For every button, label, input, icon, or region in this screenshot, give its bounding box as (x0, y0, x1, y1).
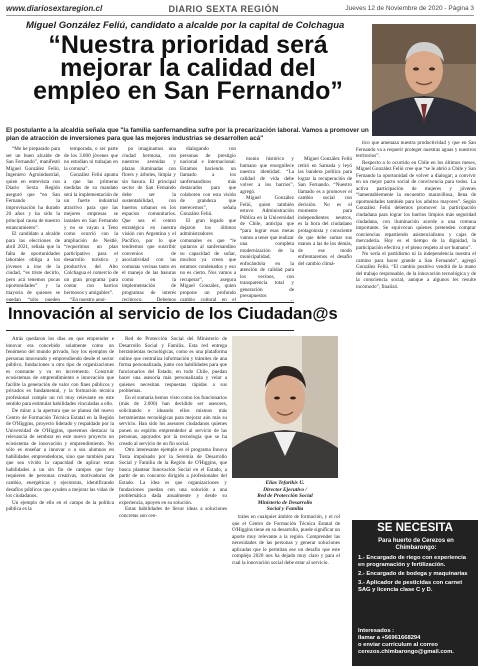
paragraph: En el sumaria hemos visto como los funcionarios (más de 2.000) han decidido ser asesores, solicitando e ideando ellos mismos más herramientas tecnológicas para mejorar aún más su servicio. Han sido los asesores ciudadanos quienes ponen su espíritu emprendedor al servicio de las personas, apoyados por la tecnología que se ha creado al servicio de un fin social. (119, 394, 227, 447)
story1-column-4 (180, 146, 236, 301)
paragraph: Estas habilidades de llevar ideas a soluciones concretas son cen- (119, 506, 227, 519)
author-role: Director Ejecutivo / (263, 486, 307, 493)
ad-job-item: 2.- Encargado de bodega y maquinarias (358, 571, 468, 577)
author-org-line-2: Ministerio de Desarrollo (257, 499, 313, 506)
headline-line-1: “Nuestra prioridad será (48, 31, 328, 59)
paragraph: No sería el partidismo ni la independencia nuestra el camino para hacer grande a San Fernando”, agregó González Feliú. “El cambio positivo vendrá de la mano del trabajo responsable, de la innovación tecnológica y de la consciencia social, aunque a algunos les resulte incómodo”, finalizó. (356, 251, 476, 291)
site-url: www.diariosextaregion.cl (6, 4, 103, 13)
story2-column-3 (232, 514, 340, 666)
headline-line-3: empleo en San Fernando” (33, 77, 343, 105)
story2-column-1 (6, 336, 114, 666)
paragraph: tico que amenaza nuestra productividad y que en San Fernando va a requerir proteger nuestras aguas y nuestros territorios”. (356, 140, 476, 160)
headline-line-2: mejorar la calidad del (60, 54, 316, 82)
ad-subtitle: Para huerto de Cerezos en Chimbarongo: (378, 538, 454, 551)
paragraph: “En nuestro aquí- (70, 296, 107, 301)
ad-email: cerezos.chimbarongo@gmail.com. (358, 649, 454, 655)
ad-job-item: 1.- Encargado de riego con experiencia en programación y fertilización. (358, 555, 466, 568)
divider (6, 302, 294, 303)
divider (6, 330, 294, 331)
story1-column-1 (6, 146, 60, 301)
paragraph: El candidato a alcalde para las elecciones de abril 2021, señala que la falta de oportunidades laborales obliga a los jóvenes a irse de la ciudad, “es triste decirlo, pero acá tenemos pocas oportunidades” y la mayoría de quienes se quedan “sólo pueden (6, 231, 60, 301)
story1-deck: El postulante a la alcaldía señala que "la familia sanfernandina sufre por la precarización laboral. Vamos a promover un plan de atracción de inversiones para que las mejores industrias se desarrollen acá" (6, 127, 369, 143)
candidate-photo (372, 24, 476, 136)
paragraph: monio histórico y humano que enorgullece nuestra identidad. “La calidad de vida debe volver a los barrios”, agregó. (240, 156, 294, 195)
ad-contact (358, 628, 474, 656)
author-name: Elías Tefarikis U. (265, 480, 305, 486)
paragraph: Atrás quedaron los días en que emprender e innovar era concebido solamente como un fenómeno del mundo privado, hoy los ejemplos de personas innovando y emprendiendo desde el sector público, fundaciones u otro tipo de organizaciones es constante y va en incremento. Construir ecosistemas de emprendimiento e innovación que facilite la generación de valor con fines públicos y privados es fundamental, y la formación técnica profesional cumple un rol muy relevante en este sentido para estimular habilidades vinculadas a ello. (6, 336, 114, 408)
story1-column-3 (122, 146, 176, 301)
story1-kicker: Miguel González Feliú, candidato a alcalde por la capital de Colchagua (26, 20, 345, 31)
paragraph: González Feliú apunta a que las primeras medidas de su mandato será la implementación de un fuerte industrial atractivo para que las mejores empresas se instalen en San Fernando y no se vayan a Teno como ocurrió con la ampliación de Nestlé, “requerimos un plan participativo para el desarrollo turístico y productivo del Alto Colchagua el comercio de un gran programa para contar con barrios hermosos y amigables”. (64, 172, 118, 297)
ad-title: SE NECESITA (377, 522, 453, 534)
author-org-line-3: Social y Familia (266, 506, 304, 513)
author-org-line-1: Red de Protección Social (257, 493, 313, 500)
classified-ad (352, 520, 478, 666)
paragraph: El gran legado que dejaron los últimos administradores comunales es que “le quitaron al sanfernandino su capacidad de soñar, muchos ya creen que estamos condenados y eso no es cierto. Nos vamos a recuperar”, asegura Miguel González, quien propone un profundo cambio cultural en el (180, 218, 236, 301)
paragraph: Miguel González Feliú, quien también estuvo Administración Pública en la Universidad de Chile, anticipa que “para lograr esas metas vamos a tener que realizar una completa modernización de la municipalidad, enfocándola en la atención de calidad para los vecinos, con transparencia total y generación de presupuestos (240, 195, 294, 300)
ad-phone: llamar a +56961668294 (358, 635, 421, 641)
ad-email-line: o enviar currículum al correo (358, 642, 438, 648)
ad-interested: Interesados : (358, 628, 395, 634)
ad-job-list (358, 555, 474, 596)
paragraph: temporada, o ser parte de los 3.000 jóvenes que no estudian ni trabajan en la comuna”. (64, 146, 118, 172)
paragraph: Respecto a lo ocurrido en Chile en los últimos meses, Miguel González Feliú cree que “se le abrió a Chile y San Fernando la oportunidad de volver a dialogar; a convivir en un mejor pacto social de convivencia para todos. La activa participación de mujeres y jóvenes “lamentablemente la encuentro maravillosa, llena de oportunidades también para los adultos mayores”. Según González Feliú debemos promover la participación ciudadana para lograr los barrios limpios más seguridad ciudadana, con iluminación acorde a una comuna importante. Se equivocan quienes pretenden comprar conciencias repartiendo asistencialismo y cajas de mercadería. Hoy es el tiempo de la dignidad, la participación efectiva y el pleno respeto al ser humano”. (356, 159, 476, 251)
story2-column-2 (119, 336, 227, 666)
paragraph: trales en cualquier ámbito de formación, y el rol que el Centro de Formación Técnica Estatal de O'Higgins tiene en su desarrollo, puede significar un aporte muy relevante a la región. Comprender las necesidades de las personas y generar soluciones aplicadas que le permitan ese un desafío que este complejo 2020 nos ha dejado muy claro y para el cual la innovación social debe estar al servicio. (232, 514, 340, 566)
author-photo (232, 336, 338, 478)
masthead (6, 2, 474, 16)
paragraph: po imaginamos una ciudad hermosa, con nuestros avenidas y plazas iluminadas con flores y árboles, limpia y sin basura. El principal sector de San Fernando debe ser la sustentabilidad, con huertos urbanos en los espacios comunitarios. Que sea el centro estratégico en nuestra visión con Argentina y el Pacífico, por lo que tendremos que suscribir convenios de asociatividad con las comunas vecinas tanto en el manejo de las basuras como en la implementación de programas de interés recíproco. Debemos (122, 146, 176, 301)
story1-headline (6, 31, 370, 105)
paragraph: dialogando con personas de prestigio nacional e internacional. Estamos haciendo un llamado a los sanfernandinos más destacados para que colaboren con esta visión de grandeza que merecemos”, señala González Feliú. (180, 146, 236, 218)
paragraph: Miguel González Feliú retiró en Samada y leyó las bandera política para lograr la recuperación de San Fernando. “Nuestro llamado es a promover el cambio social con decisión. No es el momento para independientes neutros, es la hora del ciudadano protagonista y consciente de que debe sumar sus manos a las de los demás, de ese modo enfrentaremos el desafío del cambio climá- (298, 156, 352, 267)
paragraph: Red de Protección Social del Ministerio de Desarrollo Social y Familia. Esta red entrega herramientas tecnológicas, como es una plataforma online que centraliza información y trámites de una forma personalizada, junto con habilidades para que funcionarios del Estado, en todo Chile, puedan hacer una asesoría más personalizada y velar a quienes necesitan respuestas rápidas a sus problemas. (119, 336, 227, 395)
story1-column-6 (356, 140, 476, 516)
story1-column-5 (240, 156, 294, 301)
paragraph: “Me he preparado para ser un buen alcalde de San Fernando”, manifestó Miguel González Feliú, Ingeniero Agroindustrial, quien en entrevista con Diario Sexta Región aseguró que “en San Fernando la improvisación ha durado 20 años y ha sido la principal causa de nuestro estancamiento”. (6, 146, 60, 231)
ad-job-item: 3.- Aplicador de pesticidas con carnet SAG y licencia clase C y D. (358, 580, 463, 593)
author-caption (232, 480, 338, 513)
newspaper-name: DIARIO SEXTA REGIÓN (168, 3, 280, 14)
story2-headline: Innovación al servicio de los Ciudadan@s (8, 305, 338, 323)
story1-column-2 (64, 146, 118, 301)
paragraph: Otro interesante ejemplo es el programa Innova Tosta impulsado por la Seremía de Desarrollo Social y Familia de la Región de O'Higgins, que busca plantear Innovación Social en el Estado, a partir de un concurso dirigido a profesionales del Estado. La idea es que organizaciones y fundaciones puedan con una solución a una problemática dada anualmente y desde su experiencia, apoyen en su solución. (119, 447, 227, 506)
paragraph: Un ejemplo de ello en el campo de la política pública es la (6, 499, 114, 513)
page-date: Jueves 12 de Noviembre de 2020 - Página 3 (345, 5, 474, 12)
paragraph: De mirar a la apertura que se planea del nuevo Centro de Formación Técnica Estatal en la Región de O'Higgins, proyecto liderado y respaldado por la Universidad de O'Higgins, queremos destacar la relevancia de sembrar en este nuevo proyecto un ecosistema de innovación y emprendimiento. No sólo es enseñar a innovar o a sus alumnos en habilidades emprendedoras, sino que también para que sea vivido la capacidad de aplicar estas habilidades a un sin fin de campos que hoy requieren de personas creativas, motivadoras de cambio, energéticas y ejecutoras, identificando desafíos públicos que ayuden a mejorar las vidas de los ciudadanos. (6, 408, 114, 500)
